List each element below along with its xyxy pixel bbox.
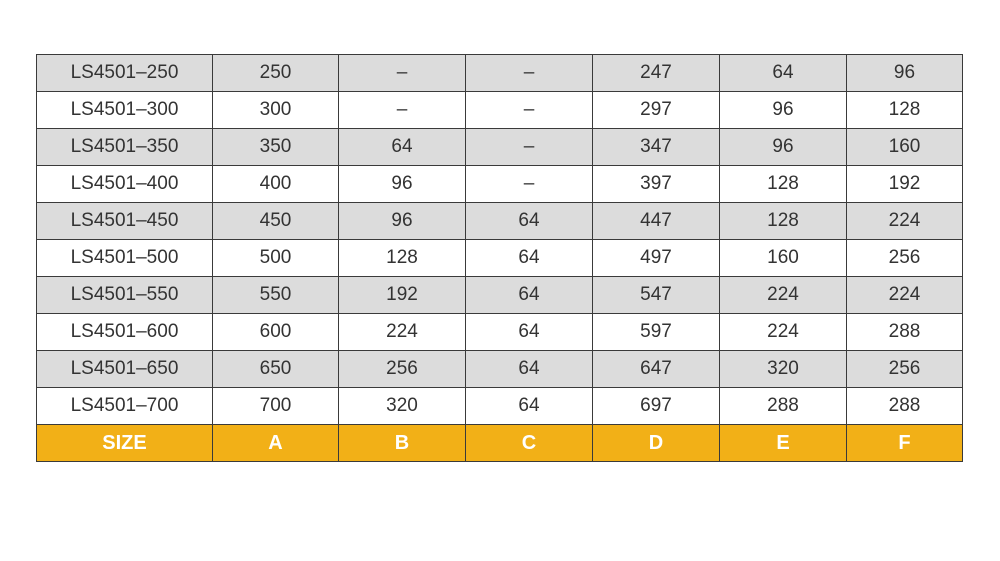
a-cell: 350 — [213, 129, 339, 166]
d-cell: 697 — [593, 388, 720, 425]
a-cell: 300 — [213, 92, 339, 129]
b-cell: 96 — [339, 203, 466, 240]
e-cell: 160 — [720, 240, 847, 277]
size-cell: LS4501–550 — [37, 277, 213, 314]
column-header-row — [37, 425, 963, 462]
e-cell: 64 — [720, 55, 847, 92]
e-cell: 224 — [720, 277, 847, 314]
c-cell: 64 — [466, 240, 593, 277]
f-cell: 128 — [847, 92, 963, 129]
f-cell: 256 — [847, 351, 963, 388]
a-cell: 500 — [213, 240, 339, 277]
a-cell: 650 — [213, 351, 339, 388]
table-row — [37, 277, 963, 314]
table-row — [37, 129, 963, 166]
size-cell: LS4501–400 — [37, 166, 213, 203]
size-cell: LS4501–600 — [37, 314, 213, 351]
e-cell: 288 — [720, 388, 847, 425]
header-d: D — [593, 425, 720, 462]
f-cell: 288 — [847, 388, 963, 425]
c-cell: – — [466, 129, 593, 166]
c-cell: 64 — [466, 203, 593, 240]
f-cell: 96 — [847, 55, 963, 92]
e-cell: 96 — [720, 92, 847, 129]
size-cell: LS4501–350 — [37, 129, 213, 166]
header-a: A — [213, 425, 339, 462]
table-row — [37, 92, 963, 129]
b-cell: 256 — [339, 351, 466, 388]
b-cell: – — [339, 55, 466, 92]
c-cell: – — [466, 166, 593, 203]
size-cell: LS4501–450 — [37, 203, 213, 240]
size-cell: LS4501–500 — [37, 240, 213, 277]
dimensions-table — [36, 54, 963, 462]
a-cell: 250 — [213, 55, 339, 92]
table-body — [37, 55, 963, 462]
a-cell: 450 — [213, 203, 339, 240]
b-cell: 64 — [339, 129, 466, 166]
header-size: SIZE — [37, 425, 213, 462]
c-cell: 64 — [466, 351, 593, 388]
table-row — [37, 388, 963, 425]
table-row — [37, 351, 963, 388]
table-row — [37, 240, 963, 277]
e-cell: 128 — [720, 166, 847, 203]
d-cell: 547 — [593, 277, 720, 314]
b-cell: 96 — [339, 166, 466, 203]
table-row — [37, 203, 963, 240]
d-cell: 647 — [593, 351, 720, 388]
a-cell: 400 — [213, 166, 339, 203]
c-cell: 64 — [466, 277, 593, 314]
header-b: B — [339, 425, 466, 462]
f-cell: 160 — [847, 129, 963, 166]
c-cell: 64 — [466, 314, 593, 351]
size-cell: LS4501–700 — [37, 388, 213, 425]
e-cell: 128 — [720, 203, 847, 240]
e-cell: 96 — [720, 129, 847, 166]
e-cell: 320 — [720, 351, 847, 388]
d-cell: 497 — [593, 240, 720, 277]
d-cell: 397 — [593, 166, 720, 203]
f-cell: 224 — [847, 277, 963, 314]
a-cell: 550 — [213, 277, 339, 314]
d-cell: 597 — [593, 314, 720, 351]
table-row — [37, 55, 963, 92]
f-cell: 256 — [847, 240, 963, 277]
header-c: C — [466, 425, 593, 462]
c-cell: 64 — [466, 388, 593, 425]
header-e: E — [720, 425, 847, 462]
d-cell: 247 — [593, 55, 720, 92]
d-cell: 447 — [593, 203, 720, 240]
table-row — [37, 166, 963, 203]
f-cell: 192 — [847, 166, 963, 203]
d-cell: 297 — [593, 92, 720, 129]
b-cell: 128 — [339, 240, 466, 277]
a-cell: 600 — [213, 314, 339, 351]
size-cell: LS4501–250 — [37, 55, 213, 92]
c-cell: – — [466, 55, 593, 92]
header-f: F — [847, 425, 963, 462]
a-cell: 700 — [213, 388, 339, 425]
size-cell: LS4501–300 — [37, 92, 213, 129]
b-cell: – — [339, 92, 466, 129]
b-cell: 192 — [339, 277, 466, 314]
size-cell: LS4501–650 — [37, 351, 213, 388]
e-cell: 224 — [720, 314, 847, 351]
d-cell: 347 — [593, 129, 720, 166]
f-cell: 224 — [847, 203, 963, 240]
c-cell: – — [466, 92, 593, 129]
f-cell: 288 — [847, 314, 963, 351]
b-cell: 224 — [339, 314, 466, 351]
b-cell: 320 — [339, 388, 466, 425]
table-row — [37, 314, 963, 351]
